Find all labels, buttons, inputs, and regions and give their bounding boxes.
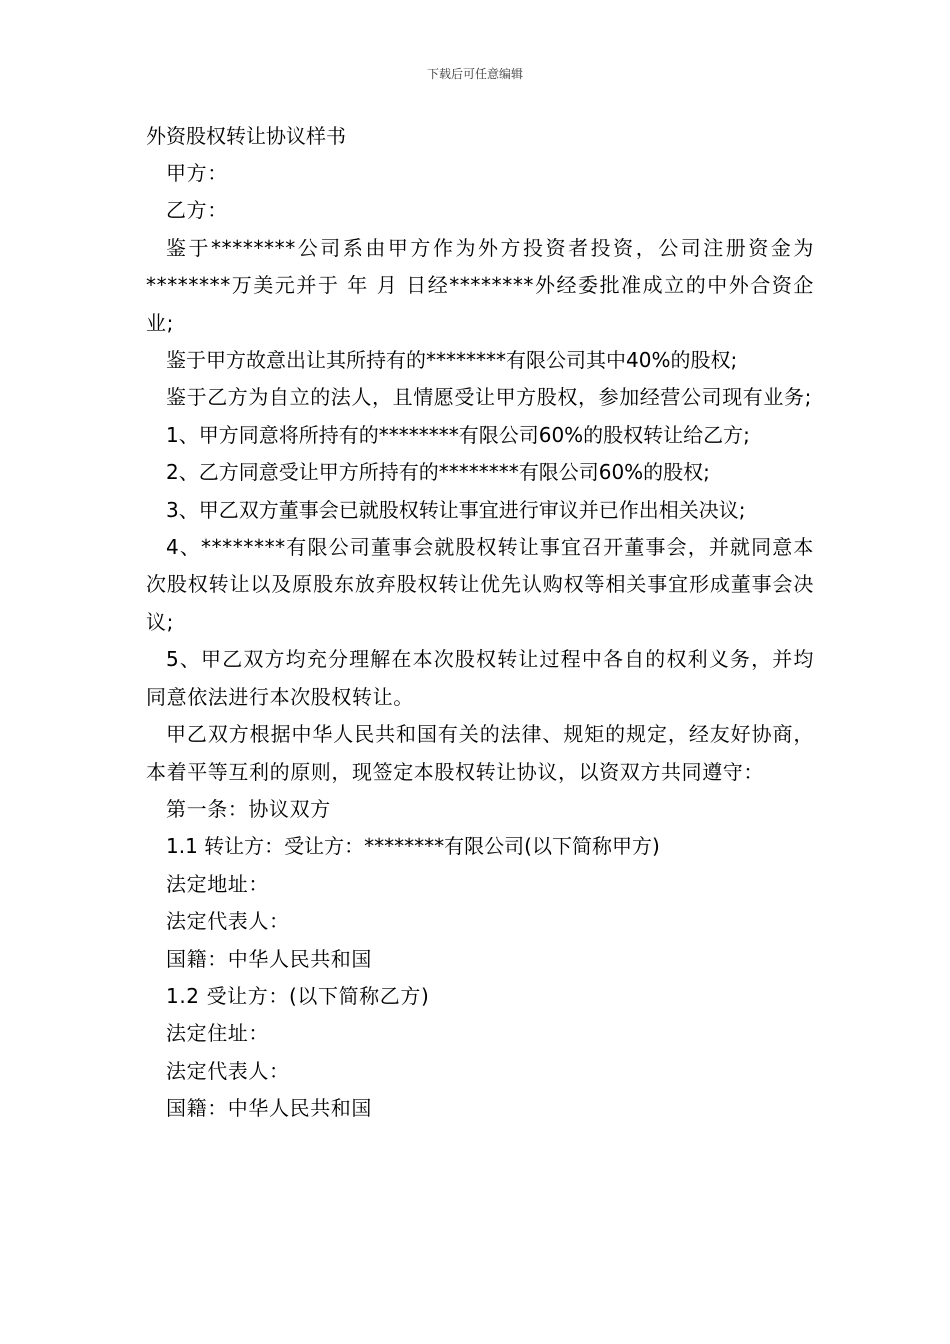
transferee-representative: 法定代表人：	[166, 1058, 290, 1083]
recital-company-background: 鉴于********公司系由甲方作为外方投资者投资，公司注册资金为********万美元并于 年 月 日经********外经委批准成立的中外合资企业;	[146, 235, 814, 335]
transferor-representative: 法定代表人：	[166, 909, 290, 934]
recital-party-a-intent: 鉴于甲方故意出让其所持有的********有限公司其中40%的股权;	[166, 348, 738, 373]
article-1-heading: 第一条：协议双方	[166, 796, 331, 821]
transferee-address: 法定住址：	[166, 1021, 269, 1046]
clause-item-5: 5、甲乙双方均充分理解在本次股权转让过程中各自的权利义务，并均同意依法进行本次股权转让。	[146, 647, 814, 709]
agreement-preamble: 甲乙双方根据中华人民共和国有关的法律、规矩的规定，经友好协商，本着平等互利的原则，现签定本股权转让协议，以资双方共同遵守：	[146, 722, 814, 784]
transferor-address: 法定地址：	[166, 871, 269, 896]
document-body	[146, 118, 814, 1128]
clause-item-3: 3、甲乙双方董事会已就股权转让事宜进行审议并已作出相关决议;	[166, 497, 746, 522]
party-b-line: 乙方：	[166, 198, 228, 223]
clause-item-1: 1、甲方同意将所持有的********有限公司60%的股权转让给乙方;	[166, 422, 750, 447]
clause-item-4: 4、********有限公司董事会就股权转让事宜召开董事会，并就同意本次股权转让以及原股东放弃股权转让优先认购权等相关事宜形成董事会决议;	[146, 535, 814, 634]
transferee-nationality: 国籍：中华人民共和国	[166, 1096, 372, 1121]
document-title: 外资股权转让协议样书	[146, 124, 346, 148]
transferor-line: 1.1 转让方：受让方：********有限公司(以下简称甲方)	[166, 834, 660, 859]
party-a-line: 甲方：	[166, 161, 228, 185]
page-header-note: 下载后可任意编辑	[426, 67, 523, 81]
transferor-nationality: 国籍：中华人民共和国	[166, 946, 372, 971]
transferee-line: 1.2 受让方：(以下简称乙方)	[166, 983, 430, 1008]
clause-item-2: 2、乙方同意受让甲方所持有的********有限公司60%的股权;	[166, 460, 710, 485]
recital-party-b-intent: 鉴于乙方为自立的法人，且情愿受让甲方股权，参加经营公司现有业务;	[166, 385, 812, 410]
